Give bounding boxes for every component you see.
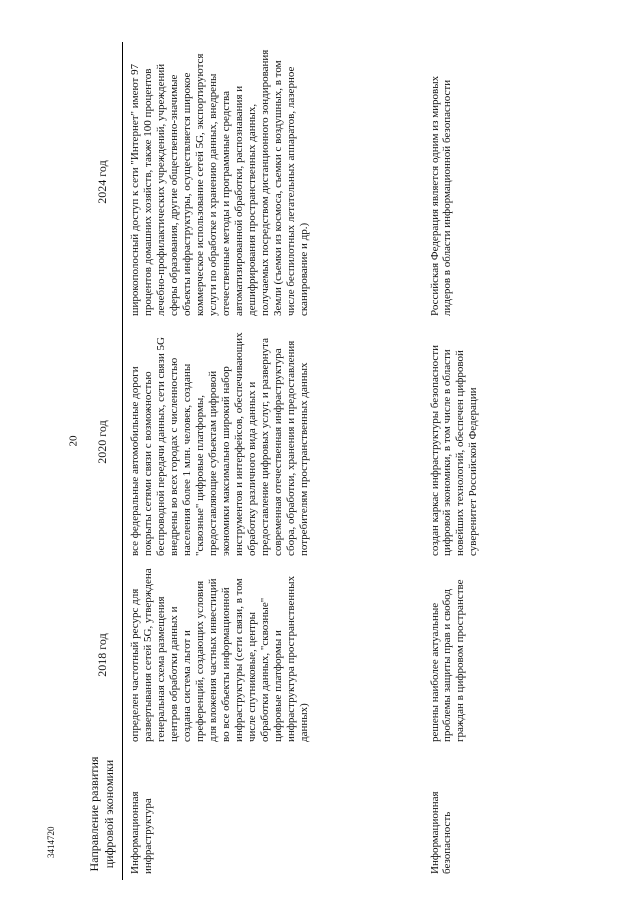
cell-2020: все федеральные автомобильные дороги покрыты сетями связи с возможностью беспроводной передачи данных, сети связи 5G внедрены во всех городах с численностью населения более 1 млн. человек, созданы "сквозные" цифровые платформы, предоставляющие субъектам цифровой экономики максимально широкий набор инструментов и интерфейсов, обеспечивающих обработку различного вида данных и предоставление цифровых услуг, и развернута современная отечественная инфраструктура сбора, обработки, хранения и предоставления потребителям пространственных данных xyxy=(129,332,310,556)
page-number: 20 xyxy=(67,435,80,447)
header-2018: 2018 год xyxy=(82,562,123,748)
document-code: 3414720 xyxy=(46,826,56,858)
cell-2024: широкополосный доступ к сети "Интернет" имеют 97 процентов домашних хозяйств, также 100 процентов лечебно-профилактических учреждений, учреждений сферы образования, другие общественно-значимые объекты инфраструктуры, осуществляется широкое коммерческое использование сетей 5G, экспортируются услуги по обработке и хранению данных, внедрены отечественные методы и программные средства автоматизированной обработки, распознавания и дешифрирования пространственных данных, получаемых посредством дистанционного зондирования Земли (съемки из космоса, съемки с воздушных, в том числе беспилотных летательных аппаратов, лазерное сканирование и др.) xyxy=(129,49,310,316)
cell-direction: Информационная безопасность xyxy=(428,791,454,874)
header-2024: 2024 год xyxy=(82,42,123,322)
table-header-row xyxy=(82,42,123,880)
cell-direction: Информационная инфраструктура xyxy=(129,791,154,874)
digital-economy-table xyxy=(82,42,540,880)
cell-2018: определен частотный ресурс для развертывания сетей 5G, утверждена генеральная схема размещения центров обработки данных и создана система льгот и преференций, создающих условия для вложения частных инвестиций во все объекты информационной инфраструктуры (сети связи, в том числе спутниковые, центры обработки данных, "сквозные" цифровые платформы и инфраструктура пространственных данных) xyxy=(129,568,310,742)
cell-2024: Российская Федерация является одним из мировых лидеров в области информационной безопасности xyxy=(428,75,454,316)
rotated-table-container xyxy=(82,42,540,880)
cell-2020: создан каркас инфраструктуры безопасности цифровой экономики, в том числе в области новейших технологий, обеспечен цифровой суверенитет Российской Федерации xyxy=(428,345,480,556)
table-row xyxy=(423,42,541,880)
header-2020: 2020 год xyxy=(82,322,123,562)
header-direction: Направление развития цифровой экономики xyxy=(82,748,123,880)
cell-2018: решены наиболее актуальные проблемы защиты прав и свобод граждан в цифровом пространстве xyxy=(428,579,467,742)
table-row xyxy=(123,42,423,880)
